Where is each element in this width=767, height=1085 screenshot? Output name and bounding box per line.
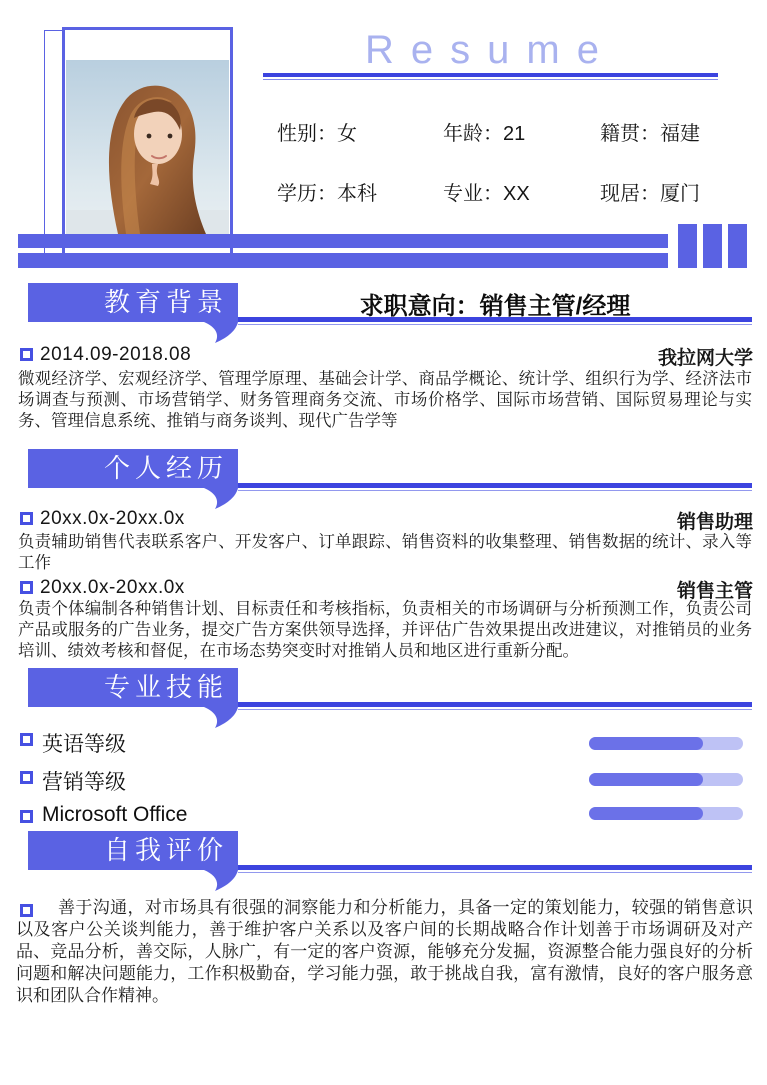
divider-square-3 <box>728 224 747 268</box>
skill-name: 营销等级 <box>42 771 126 794</box>
info-native-place: 籍贯：福建 <box>600 123 700 145</box>
skills-section-banner: 专业技能 <box>28 668 238 707</box>
education-courses: 微观经济学、宏观经济学、管理学原理、基础会计学、商品学概论、统计学、组织行为学、经济法市场调查与预测、市场营销学、财务管理商务交流、市场价格学、国际市场营销、国际贸易理论与实务、管理信息系统、推销与商务谈判、现代广告学等 <box>18 370 752 430</box>
divider-square-2 <box>703 224 722 268</box>
banner-tail-icon <box>204 322 238 343</box>
experience-1-description: 负责辅助销售代表联系客户、开发客户、订单跟踪、销售资料的收集整理、销售数据的统计、录入等工作 <box>18 533 752 572</box>
banner-tail-icon <box>204 488 238 509</box>
section-rule <box>238 483 752 491</box>
divider-bar-bottom <box>18 253 668 268</box>
skill-name: Microsoft Office <box>42 803 188 826</box>
divider-bar-top <box>18 234 668 248</box>
experience-2-role: 销售主管 <box>676 581 753 602</box>
experience-2-description: 负责个体编制各种销售计划、目标责任和考核指标，负责相关的市场调研与分析预测工作，负责公司产品或服务的广告业务，提交广告方案供领导选择，并评估广告效果提出改进建议，对推销员的业务培训、绩效考核和督促，在市场态势突变时对推销人员和地区进行重新分配。 <box>18 600 752 660</box>
education-period: 2014.09-2018.08 <box>40 344 192 365</box>
skill-progress-track <box>589 737 743 750</box>
skill-progress-track <box>589 773 743 786</box>
banner-tail-icon <box>204 870 238 891</box>
experience-1-role: 销售助理 <box>676 512 753 533</box>
job-intention: 求职意向：销售主管/经理 <box>359 293 631 320</box>
portrait-illustration <box>66 60 229 234</box>
square-bullet-icon <box>20 733 33 746</box>
experience-2-period: 20xx.0x-20xx.0x <box>40 577 185 598</box>
skill-progress-track <box>589 807 743 820</box>
photo-frame <box>62 27 233 268</box>
skill-name: 英语等级 <box>42 733 126 756</box>
divider-square-1 <box>678 224 697 268</box>
info-major: 专业：XX <box>443 183 530 205</box>
title-underline <box>263 73 718 80</box>
info-age: 年龄：21 <box>443 123 526 145</box>
section-rule <box>238 702 752 710</box>
banner-tail-icon <box>204 707 238 728</box>
square-bullet-icon <box>20 348 33 361</box>
skill-progress-fill <box>589 807 703 820</box>
section-rule <box>238 865 752 873</box>
square-bullet-icon <box>20 810 33 823</box>
experience-section-banner: 个人经历 <box>28 449 238 488</box>
info-residence: 现居：厦门 <box>600 183 700 205</box>
evaluation-text: 善于沟通，对市场具有很强的洞察能力和分析能力，具备一定的策划能力，较强的销售意识以及客户公关谈判能力，善于维护客户关系以及客户间的长期战略合作计划善于市场调研及对产品、竞品分析，善交际，人脉广，有一定的客户资源，能够充分发掘，资源整合能力强良好的分析问题和解决问题能力，工作积极勤奋，学习能力强，敢于挑战自我，富有激情，良好的客户服务意识和团队合作精神。 <box>16 898 753 1005</box>
skill-progress-fill <box>589 773 703 786</box>
square-bullet-icon <box>20 512 33 525</box>
info-education: 学历：本科 <box>277 183 377 205</box>
square-bullet-icon <box>20 771 33 784</box>
evaluation-section-banner: 自我评价 <box>28 831 238 870</box>
experience-1-period: 20xx.0x-20xx.0x <box>40 508 185 529</box>
education-school: 我拉网大学 <box>657 348 753 369</box>
page-title: Resume <box>365 28 616 72</box>
square-bullet-icon <box>20 581 33 594</box>
skill-progress-fill <box>589 737 703 750</box>
education-section-banner: 教育背景 <box>28 283 238 322</box>
info-gender: 性别：女 <box>277 123 357 145</box>
profile-photo <box>66 60 229 234</box>
